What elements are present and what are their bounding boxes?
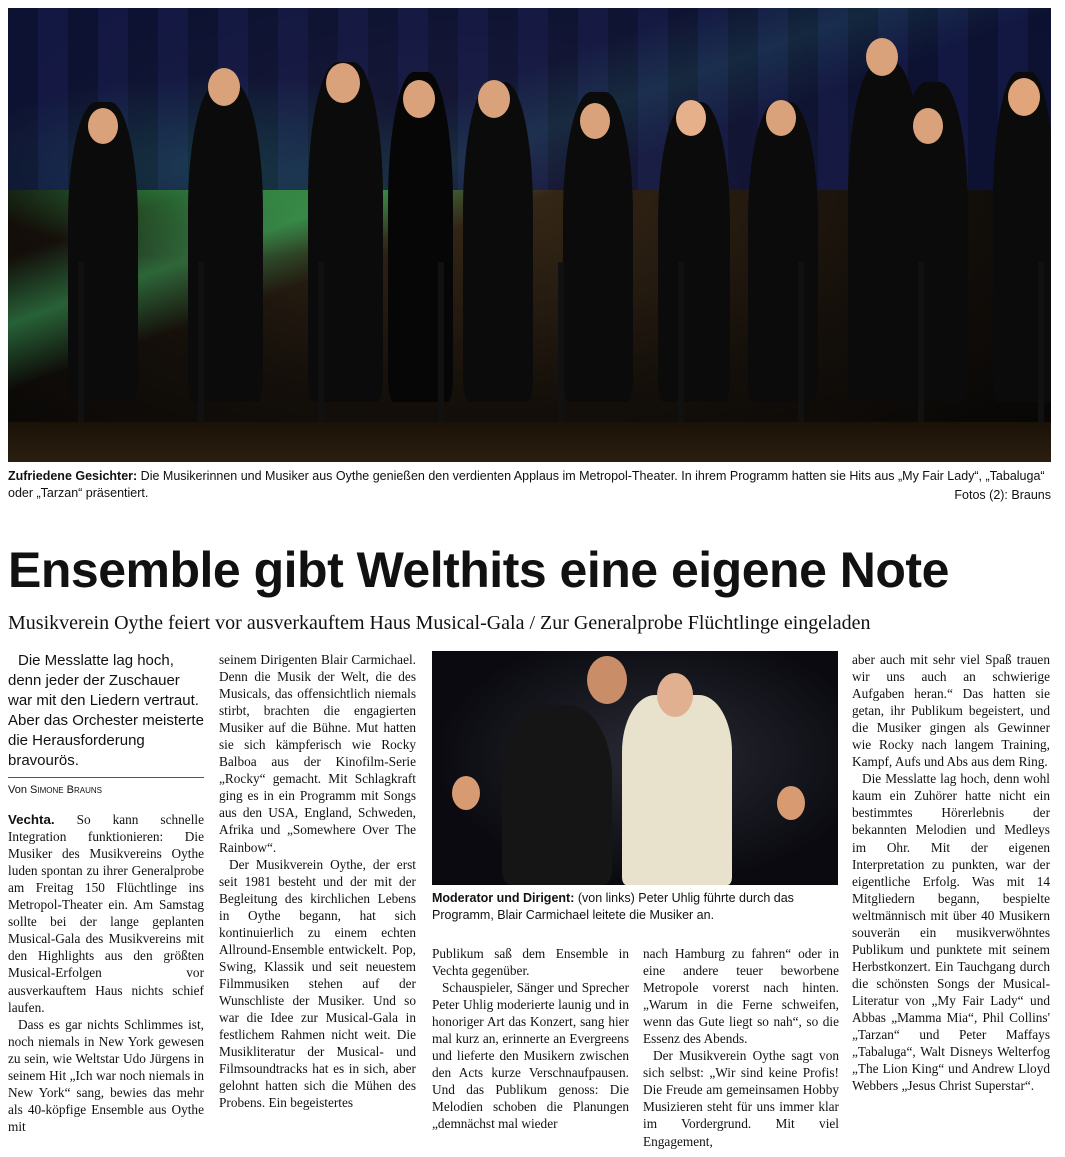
column-2 <box>219 651 416 1111</box>
paragraph: Die Messlatte lag hoch, denn wohl kaum ein Zuhörer hatte nicht ein bestimmtes Hörerlebnis der bekannten Melodien und Medleys im Ohr. Mit der eigenen Interpretation zu punkten, war der eigentliche Erfolg. Was mit 14 Mitgliedern begann, bespielte weltmännisch mit über 40 Musikern souverän ein musikverwöhntes Publikum und punktete mit seinem Herbstkonzert. Ein Tauchgang durch die schönsten Songs der Musical-Literatur von „My Fair Lady“ und Abbas „Mamma Mia“, Phil Collins' „Tarzan“ und Peter Maffays „Tabaluga“, Walt Disneys Welterfog „The Lion King“ und Andrew Lloyd Webbers „Jesus Christ Superstar“. <box>852 771 1050 1094</box>
paragraph: seinem Dirigenten Blair Carmichael. Denn die Musik der Welt, die des Musicals, das offensichtlich niemals stirbt, brachten die engagierten Musiker auf die Bühne. Mut hatten sie sich kämpferisch wie Rocky Balboa aus der Kinofilm-Serie „Rocky“ gemacht. Mit Schlagkraft ging es in ein Programm mit Songs aus den USA, England, Schweden, Afrika und „Somewhere Over The Rainbow“. <box>219 652 416 855</box>
caption-text: Die Musikerinnen und Musiker aus Oythe genießen den verdienten Applaus im Metropol-Theater. In ihrem Programm hatten sie Hits aus „My Fair Lady“, „Tabaluga“ oder „Tarzan“ präsentiert. <box>8 469 1045 500</box>
article-subhead: Musikverein Oythe feiert vor ausverkauftem Haus Musical-Gala / Zur Generalprobe Flüchtlinge eingeladen <box>8 612 871 634</box>
paragraph: nach Hamburg zu fahren“ oder in eine andere teuer beworbene Metropole vorerst nach hinten. „Warum in die Ferne schweifen, wenn das Gute liegt so nah“, so die Essenz des Abends. <box>643 946 839 1047</box>
paragraph: Der Musikverein Oythe, der erst seit 1981 besteht und der mit der Begleitung des kirchlichen Lebens in Oythe begann, hat sich kontinuierlich zu einem echten Allround-Ensemble entwickelt. Pop, Swing, Klassik und seit neuestem Filmmusiken stehen auf der Wunschliste der Musiker. Und so war die Idee zur Musical-Gala in festlichem Rahmen nicht weit. Die Musikliteratur der Musical- und Filmsoundtracks hat es in sich, aber gelohnt hatten sich die Mühen des Probens. Ein begeistertes <box>219 856 416 1111</box>
column-5 <box>852 651 1050 1094</box>
column-1 <box>8 651 204 1135</box>
article-headline: Ensemble gibt Welthits eine eigene Note <box>8 542 949 598</box>
byline <box>8 782 204 799</box>
byline-author: Simone Brauns <box>30 784 102 796</box>
paragraph: Dass es gar nichts Schlimmes ist, noch niemals in New York gewesen zu sein, wie Weltstar Udo Jürgens in seinem Hit „Ich war noch niemals in New York“ sang, bewies das mehr als 40-köpfige Ensemble aus Oythe mit <box>8 1016 204 1134</box>
dateline: Vechta. <box>8 812 55 828</box>
paragraph-text: So kann schnelle Integration funktionieren: Die Musiker des Musikvereins Oythe luden spontan zu ihrer Generalprobe am Freitag 150 Flüchtlinge ins Metropol-Theater ein. Am Samstag sollte bei der lange geplanten Musical-Gala des Musikvereins mit den Highlights aus den größten Musical-Erfolgen vor ausverkauftem Haus nichts schief laufen. <box>8 812 204 1015</box>
stage-floor <box>8 422 1051 462</box>
paragraph <box>8 811 204 1016</box>
paragraph: aber auch mit sehr viel Spaß trauen wir uns auch an schwierige Aufgaben heran.“ Das hatten sie getan, ihr Publikum begeistert, und die Musiker gingen als Gewinner wie Rocky nach langem Training, Kampf, Aufs und Abs aus dem Ring. <box>852 652 1050 770</box>
photo-caption-2 <box>432 890 842 924</box>
caption2-lead: Moderator und Dirigent: <box>432 891 575 905</box>
photo-credit: Fotos (2): Brauns <box>954 488 1051 502</box>
paragraph: Publikum saß dem Ensemble in Vechta gegenüber. <box>432 946 629 979</box>
caption2-text: (von links) Peter Uhlig führte durch das Programm, Blair Carmichael leitete die Musiker an. <box>432 891 794 922</box>
column-3 <box>432 945 629 1133</box>
byline-prefix: Von <box>8 784 27 796</box>
moderator-photo <box>432 651 838 885</box>
paragraph: Schauspieler, Sänger und Sprecher Peter Uhlig moderierte launig und in honoriger Art das Konzert, sang hier mal kurz an, erinnerte an Evergreens und lieferte den Musikern zwischen den Acts kurze Verschnaufpausen. Und das Publikum genoss: Die Melodien schoben die Planungen „demnächst mal wieder <box>432 980 629 1132</box>
caption-lead: Zufriedene Gesichter: <box>8 469 138 483</box>
paragraph: Der Musikverein Oythe sagt von sich selbst: „Wir sind keine Profis! Die Freude am gemeinsamen Hobby Musizieren steht für uns immer klar im Vordergrund. Mit viel Engagement, <box>643 1048 839 1149</box>
divider <box>8 777 204 778</box>
column-4 <box>643 945 839 1150</box>
photo-caption <box>8 468 1051 502</box>
orchestra-photo <box>8 8 1051 462</box>
article-lead: Die Messlatte lag hoch, denn jeder der Zuschauer war mit den Liedern vertraut. Aber das Orchester meisterte die Herausforderung bravourös. <box>8 652 204 769</box>
